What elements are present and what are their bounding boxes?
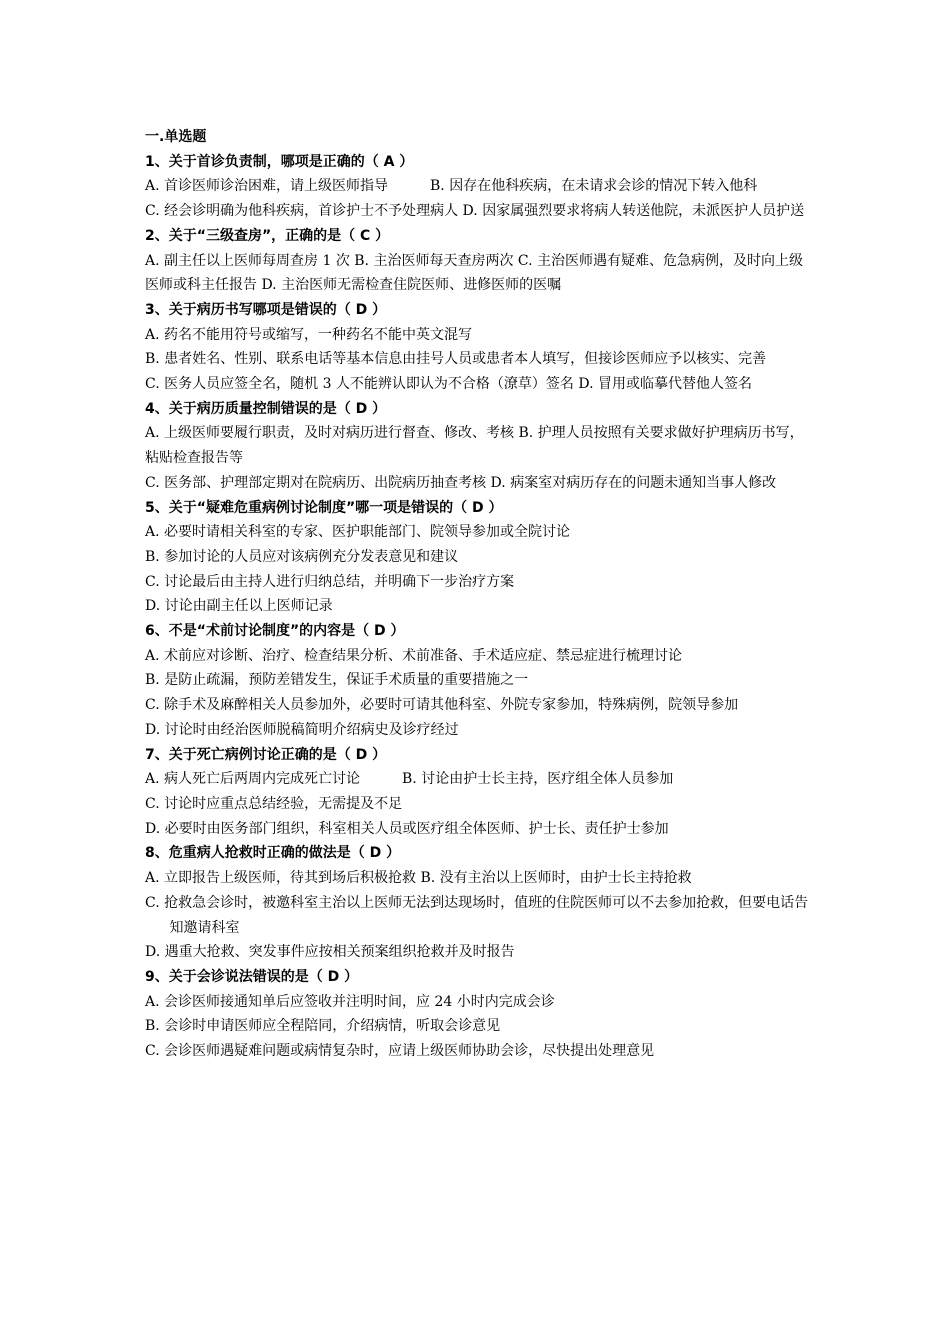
question-stem: 1、关于首诊负责制，哪项是正确的（ A ） bbox=[145, 153, 414, 170]
option-line: C. 会诊医师遇疑难问题或病情复杂时，应请上级医师协助会诊，尽快提出处理意见 bbox=[145, 1043, 655, 1060]
option-line: D. 讨论由副主任以上医师记录 bbox=[145, 598, 333, 615]
question-stem: 6、不是“术前讨论制度”的内容是（ D ） bbox=[145, 623, 405, 640]
option-line: C. 抢救急会诊时，被邀科室主治以上医师无法到达现场时，值班的住院医师可以不去参加抢救，但要电话告知邀请科室 bbox=[145, 894, 809, 936]
option-line: B. 会诊时申请医师应全程陪同，介绍病情，听取会诊意见 bbox=[145, 1018, 501, 1035]
question-stem: 8、危重病人抢救时正确的做法是（ D ） bbox=[145, 845, 401, 862]
question-8 bbox=[145, 841, 810, 965]
question-6 bbox=[145, 619, 810, 743]
question-7 bbox=[145, 743, 810, 842]
question-9 bbox=[145, 965, 810, 1064]
question-stem: 2、关于“三级查房”，正确的是（ C ） bbox=[145, 227, 390, 244]
question-stem: 3、关于病历书写哪项是错误的（ D ） bbox=[145, 301, 387, 318]
option-line: C. 经会诊明确为他科疾病，首诊护士不予处理病人 D. 因家属强烈要求将病人转送他院，未派医护人员护送 bbox=[145, 203, 805, 220]
question-stem: 7、关于死亡病例讨论正确的是（ D ） bbox=[145, 746, 387, 763]
option-line: A. 病人死亡后两周内完成死亡讨论 B. 讨论由护士长主持，医疗组全体人员参加 bbox=[145, 771, 674, 788]
option-line: B. 参加讨论的人员应对该病例充分发表意见和建议 bbox=[145, 548, 459, 565]
question-stem: 9、关于会诊说法错误的是（ D ） bbox=[145, 968, 359, 985]
question-5 bbox=[145, 496, 810, 620]
option-line: A. 副主任以上医师每周查房 1 次 B. 主治医师每天查房两次 C. 主治医师遇有疑难、危急病例，及时向上级医师或科主任报告 D. 主治医师无需检查住院医师、进修医师的医嘱 bbox=[145, 252, 804, 294]
option-line: D. 遇重大抢救、突发事件应按相关预案组织抢救并及时报告 bbox=[145, 944, 515, 961]
question-2 bbox=[145, 224, 810, 298]
question-1 bbox=[145, 150, 810, 224]
option-line: B. 是防止疏漏，预防差错发生，保证手术质量的重要措施之一 bbox=[145, 672, 529, 689]
option-line: A. 术前应对诊断、治疗、检查结果分析、术前准备、手术适应症、禁忌症进行梳理讨论 bbox=[145, 647, 683, 664]
option-line: D. 必要时由医务部门组织，科室相关人员或医疗组全体医师、护士长、责任护士参加 bbox=[145, 820, 669, 837]
option-line: A. 上级医师要履行职责，及时对病历进行督查、修改、考核 B. 护理人员按照有关要求做好护理病历书写，粘贴检查报告等 bbox=[145, 425, 804, 467]
option-line: B. 患者姓名、性别、联系电话等基本信息由挂号人员或患者本人填写，但接诊医师应予以核实、完善 bbox=[145, 351, 767, 368]
option-line: C. 讨论最后由主持人进行归纳总结，并明确下一步治疗方案 bbox=[145, 573, 515, 590]
option-line: D. 讨论时由经治医师脱稿简明介绍病史及诊疗经过 bbox=[145, 721, 459, 738]
option-line: A. 立即报告上级医师，待其到场后积极抢救 B. 没有主治以上医师时，由护士长主持抢救 bbox=[145, 870, 692, 887]
option-line: C. 医务人员应签全名，随机 3 人不能辨认即认为不合格（潦草）签名 D. 冒用或临摹代替他人签名 bbox=[145, 376, 752, 393]
section-title: 一.单选题 bbox=[145, 129, 207, 145]
document-page bbox=[145, 125, 810, 1064]
question-4 bbox=[145, 397, 810, 496]
option-line: A. 会诊医师接通知单后应签收并注明时间，应 24 小时内完成会诊 bbox=[145, 993, 555, 1010]
option-line: A. 必要时请相关科室的专家、医护职能部门、院领导参加或全院讨论 bbox=[145, 524, 571, 541]
question-stem: 5、关于“疑难危重病例讨论制度”哪一项是错误的（ D ） bbox=[145, 499, 503, 516]
option-line: C. 医务部、护理部定期对在院病历、出院病历抽查考核 D. 病案室对病历存在的问题未通知当事人修改 bbox=[145, 474, 777, 491]
option-line: C. 除手术及麻醉相关人员参加外，必要时可请其他科室、外院专家参加，特殊病例，院领导参加 bbox=[145, 697, 739, 714]
question-3 bbox=[145, 298, 810, 397]
option-line: A. 药名不能用符号或缩写，一种药名不能中英文混写 bbox=[145, 326, 473, 343]
question-stem: 4、关于病历质量控制错误的是（ D ） bbox=[145, 400, 387, 417]
option-line: A. 首诊医师诊治困难，请上级医师指导 B. 因存在他科疾病，在未请求会诊的情况下转入他科 bbox=[145, 178, 758, 195]
option-line: C. 讨论时应重点总结经验，无需提及不足 bbox=[145, 795, 403, 812]
